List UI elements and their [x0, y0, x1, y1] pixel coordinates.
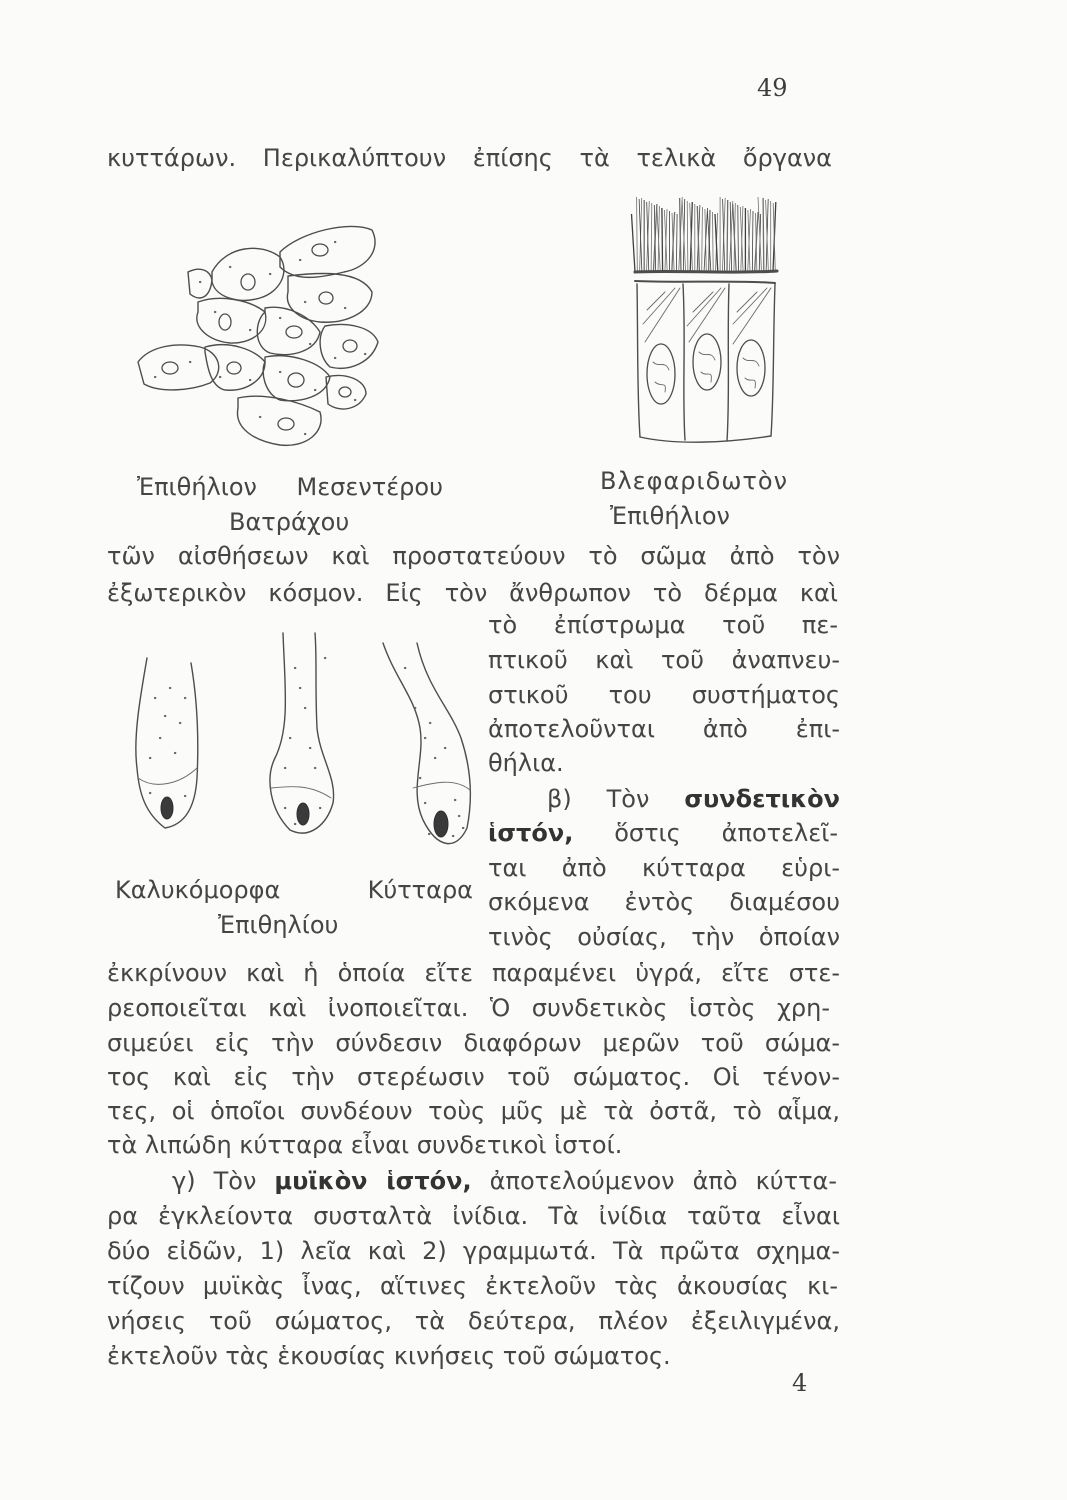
cilium: [637, 197, 638, 272]
figure-ciliated-epithelium: [625, 192, 790, 448]
figure-caption: Βλεφαριδωτὸν: [600, 467, 788, 495]
basal-body-band: [635, 271, 777, 272]
text-line: ἐκτελοῦν τὰς ἑκουσίας κινήσεις τοῦ σώματος.: [107, 1342, 671, 1370]
nucleus: [219, 314, 231, 330]
nucleus: [312, 244, 328, 256]
cilium: [763, 198, 764, 272]
figure-goblet-cells: [125, 628, 475, 868]
nucleus: [161, 797, 173, 819]
nucleus: [288, 373, 304, 387]
nucleus: [162, 362, 178, 374]
cilium: [752, 211, 753, 272]
nucleus: [227, 362, 241, 374]
text-line: ἐξωτερικὸν κόσμον. Εἰς τὸν ἄνθρωπον τὸ δέρμα καὶ: [107, 579, 838, 607]
nucleus: [343, 340, 357, 352]
cilium: [702, 207, 703, 272]
signature-mark: 4: [792, 1369, 808, 1397]
muscle-tissue-heading: [172, 1166, 837, 1196]
cilium: [651, 203, 652, 272]
text-line: ἐκκρίνουν καὶ ἡ ὁποία εἴτε παραμένει ὑγρά, εἴτε στε-: [107, 959, 840, 987]
cell-divider: [727, 284, 729, 441]
cell-border-left: [637, 284, 640, 437]
cytoplasm-stipple: [155, 242, 365, 434]
text-line: στικοῦ του συστήματος: [488, 681, 840, 709]
cell-border-right: [771, 284, 775, 436]
text-line: τες, οἱ ὁποῖοι συνδέουν τοὺς μῦς μὲ τὰ ὀστᾶ, τὸ αἷμα,: [107, 1097, 840, 1125]
cytoplasm-streaks: [643, 288, 771, 344]
nucleus: [737, 340, 765, 396]
figure-mesentery-epithelium: [130, 212, 390, 452]
text-line: τίζουν μυϊκὰς ἶνας, αἵτινες ἐκτελοῦν τὰς ἀκουσίας κι-: [107, 1272, 838, 1300]
figure-caption: Βατράχου: [229, 508, 350, 536]
term-bold: μυϊκὸν ἱστόν,: [274, 1167, 472, 1195]
cell-border-bottom: [640, 436, 771, 442]
text-line: τινὸς οὐσίας, τὴν ὁποίαν: [488, 923, 840, 951]
text-line: τος καὶ εἰς τὴν στερέωσιν τοῦ σώματος. Οἱ τένον-: [107, 1063, 840, 1091]
text-line: τὰ λιπώδη κύτταρα εἶναι συνδετικοὶ ἱστοί.: [107, 1131, 623, 1159]
cell-outline: [188, 269, 212, 298]
text-line: ἀποτελοῦνται ἀπὸ ἐπι-: [488, 715, 840, 743]
cilium: [662, 208, 663, 272]
text-run: ἀποτελούμενον ἀπὸ κύττα-: [471, 1167, 838, 1195]
theca-boundary: [271, 787, 331, 798]
figure-caption: Καλυκόμορφα Κύτταρα: [115, 876, 473, 904]
figure-caption: Ἐπιθήλιον Μεσεντέρου: [137, 473, 443, 501]
text-line: σιμεύει εἰς τὴν σύνδεσιν διαφόρων μερῶν τοῦ σώμα-: [107, 1029, 840, 1057]
text-line: ρα ἐγκλείοντα συσταλτὰ ἰνίδια. Τὰ ἰνίδια ταῦτα εἶναι: [107, 1202, 840, 1230]
text-line: νήσεις τοῦ σώματος, τὰ δεύτερα, πλέον ἐξειλιγμένα,: [107, 1307, 840, 1335]
cell-outline: [263, 356, 330, 401]
page-number: 49: [757, 74, 788, 102]
nucleus: [339, 387, 351, 397]
figure-caption: Ἐπιθηλίου: [218, 911, 339, 939]
cilium: [680, 198, 681, 272]
text-line: πτικοῦ καὶ τοῦ ἀναπνευ-: [488, 646, 840, 674]
text-line: θήλια.: [488, 749, 564, 777]
text-line: τὸ ἐπίστρωμα τοῦ πε-: [488, 611, 838, 639]
connective-tissue-heading: [547, 784, 840, 814]
cell-outline: [205, 345, 265, 391]
chromatin: [653, 352, 759, 392]
cilium: [713, 212, 714, 272]
cell-divider: [683, 284, 685, 440]
nucleus: [286, 326, 302, 338]
figure-caption: Ἐπιθήλιον: [610, 502, 730, 530]
section-label: β) Τὸν: [547, 785, 685, 813]
term-bold: συνδετικὸν: [684, 785, 840, 813]
cilium: [727, 200, 728, 272]
nucleus: [647, 344, 675, 404]
text-line: τῶν αἰσθήσεων καὶ προστατεύουν τὸ σῶμα ἀπὸ τὸν: [107, 542, 840, 570]
cilium: [632, 214, 636, 272]
text-run: ὅστις ἀποτελεῖ-: [573, 819, 838, 847]
cilium: [676, 214, 677, 272]
nucleus: [693, 334, 721, 390]
cell-outline: [383, 643, 470, 844]
basal-body-band: [635, 281, 775, 283]
nucleus: [241, 274, 255, 290]
cilia-strands: [632, 197, 776, 272]
nucleus: [434, 811, 448, 837]
cilium: [687, 201, 688, 272]
text-line: δύο εἰδῶν, 1) λεῖα καὶ 2) γραμμωτά. Τὰ πρῶτα σχημα-: [107, 1237, 840, 1265]
cell-outline: [320, 325, 378, 369]
nucleus: [278, 418, 294, 430]
text-line: κυττάρων. Περικαλύπτουν ἐπίσης τὰ τελικὰ ὄργανα: [107, 144, 832, 172]
theca-boundary: [413, 782, 470, 790]
cilium: [738, 205, 739, 272]
nucleus: [319, 292, 333, 304]
text-line: ται ἀπὸ κύτταρα εὑρι-: [488, 854, 840, 882]
cell-outline: [326, 376, 366, 410]
theca-boundary: [138, 768, 197, 784]
section-label: γ) Τὸν: [172, 1167, 275, 1195]
term-bold: ἱστόν,: [488, 819, 574, 847]
text-line: σκόμενα ἐντὸς διαμέσου: [488, 888, 840, 916]
cell-outline: [257, 307, 320, 354]
cell-outlines: [138, 226, 378, 445]
text-line: ρεοποιεῖται καὶ ἰνοποιεῖται. Ὁ συνδετικὸς ἱστὸς χρη-: [107, 994, 830, 1022]
text-line: [488, 818, 838, 848]
nucleus: [297, 803, 309, 825]
